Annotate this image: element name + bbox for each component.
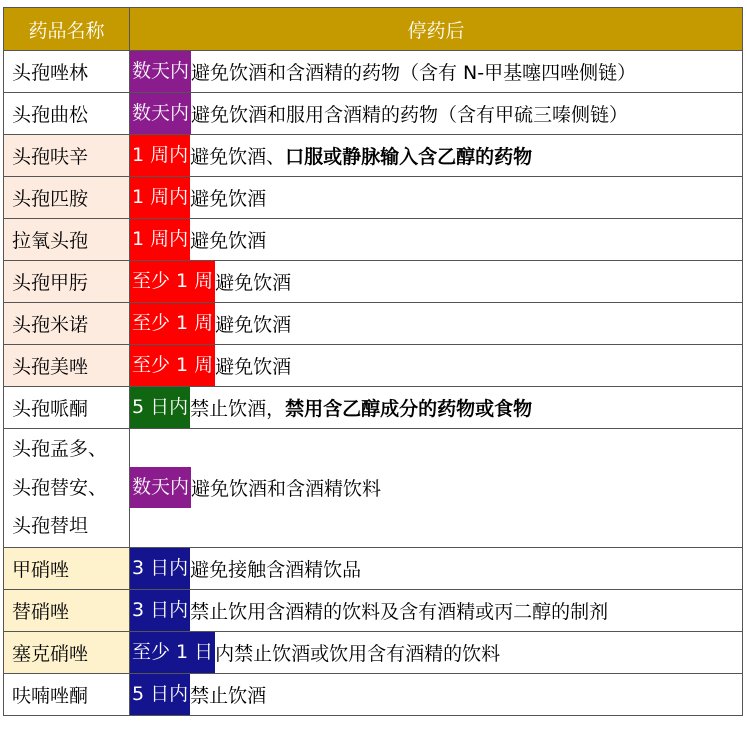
drug-name: 拉氧头孢 <box>4 219 130 261</box>
table-row <box>4 547 743 589</box>
table-row <box>4 345 743 387</box>
drug-name: 替硝唑 <box>4 589 130 631</box>
duration-badge: 至少 1 周 <box>130 303 215 344</box>
duration-badge: 数天内 <box>130 467 191 508</box>
drug-name-line: 头孢替安、 <box>12 476 108 499</box>
duration-badge: 3 日内 <box>130 548 190 589</box>
policy-text: 避免饮酒和含酒精的药物（含有 N-甲基噻四唑侧链） <box>191 62 637 84</box>
table-row <box>4 219 743 261</box>
policy-text-bold: 禁用含乙醇成分的药物或食物 <box>285 398 533 420</box>
policy-cell <box>130 219 743 261</box>
policy-text: 避免饮酒 <box>215 272 292 294</box>
policy-text: 避免接触含酒精饮品 <box>190 558 362 581</box>
policy-text: 避免饮酒 <box>215 314 292 336</box>
table-row <box>4 93 743 135</box>
policy-text: 禁止饮酒， <box>190 398 286 420</box>
policy-text: 禁止饮用含酒精的饮料及含有酒精或丙二醇的制剂 <box>190 600 609 623</box>
table-row <box>4 303 743 345</box>
header-row <box>4 8 743 51</box>
policy-cell <box>130 51 743 93</box>
table-row <box>4 589 743 631</box>
policy-cell <box>130 673 743 715</box>
policy-cell <box>130 261 743 303</box>
table-row <box>4 673 743 715</box>
drug-name: 头孢美唑 <box>4 345 130 387</box>
duration-badge: 3 日内 <box>130 590 190 631</box>
drug-name: 头孢匹胺 <box>4 177 130 219</box>
policy-text: 禁止饮酒 <box>190 684 267 707</box>
policy-text: 避免饮酒 <box>215 356 292 378</box>
policy-cell <box>130 345 743 387</box>
policy-text: 避免饮酒和含酒精饮料 <box>191 478 382 501</box>
policy-cell <box>130 547 743 589</box>
drug-name: 头孢曲松 <box>4 93 130 135</box>
duration-badge: 5 日内 <box>130 674 190 715</box>
policy-cell <box>130 93 743 135</box>
policy-cell <box>130 177 743 219</box>
duration-badge: 至少 1 日 <box>130 632 215 673</box>
duration-badge: 5 日内 <box>130 387 190 428</box>
policy-cell <box>130 303 743 345</box>
table-row <box>4 631 743 673</box>
drug-name: 塞克硝唑 <box>4 631 130 673</box>
drug-name: 头孢米诺 <box>4 303 130 345</box>
policy-text: 内禁止饮酒或饮用含有酒精的饮料 <box>215 642 501 665</box>
drug-name-line: 头孢替坦 <box>12 515 89 537</box>
policy-text-bold: 口服或静脉输入含乙醇的药物 <box>285 146 533 168</box>
duration-badge: 至少 1 周 <box>130 345 215 386</box>
header-drug-name: 药品名称 <box>4 8 130 51</box>
policy-text: 避免饮酒 <box>190 188 267 210</box>
policy-cell <box>130 429 743 548</box>
drug-name-multi <box>4 429 130 548</box>
duration-badge: 1 周内 <box>130 219 190 260</box>
policy-cell <box>130 631 743 673</box>
policy-text: 避免饮酒 <box>190 230 267 252</box>
table-row <box>4 387 743 429</box>
duration-badge: 数天内 <box>130 93 191 134</box>
drug-name: 甲硝唑 <box>4 547 130 589</box>
drug-name: 头孢哌酮 <box>4 387 130 429</box>
table-row <box>4 177 743 219</box>
policy-text: 避免饮酒和服用含酒精的药物（含有甲硫三嗪侧链） <box>191 104 629 126</box>
policy-cell <box>130 387 743 429</box>
header-after-stop: 停药后 <box>130 8 743 51</box>
duration-badge: 1 周内 <box>130 135 190 176</box>
drug-name-line: 头孢孟多、 <box>12 438 108 460</box>
drug-name: 头孢甲肟 <box>4 261 130 303</box>
drug-name: 呋喃唑酮 <box>4 673 130 715</box>
policy-text: 避免饮酒、 <box>190 146 286 168</box>
drug-alcohol-table <box>3 7 743 716</box>
policy-cell <box>130 135 743 177</box>
duration-badge: 1 周内 <box>130 177 190 218</box>
policy-cell <box>130 589 743 631</box>
table-row <box>4 261 743 303</box>
drug-name: 头孢呋辛 <box>4 135 130 177</box>
table-row <box>4 429 743 548</box>
duration-badge: 数天内 <box>130 51 191 92</box>
table-row <box>4 51 743 93</box>
table-row <box>4 135 743 177</box>
duration-badge: 至少 1 周 <box>130 261 215 302</box>
drug-name: 头孢唑林 <box>4 51 130 93</box>
